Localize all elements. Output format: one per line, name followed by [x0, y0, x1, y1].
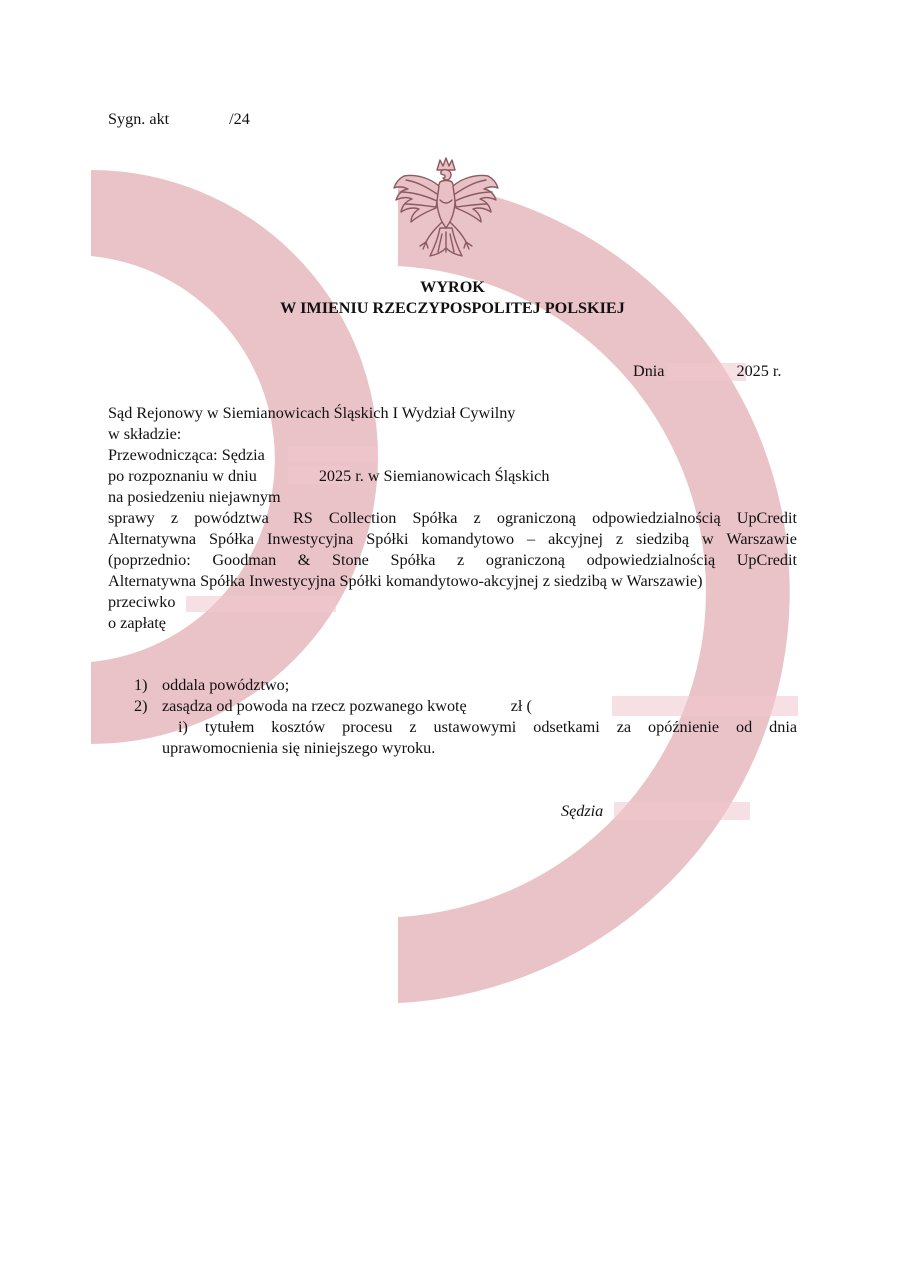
case-line-1-b: RS Collection Spółka z ograniczoną odpowiedzialnością UpCredit	[292, 509, 798, 527]
document-title: WYROK	[420, 278, 485, 296]
ruling-line-1-a: zasądza od powoda na rzecz pozwanego kwotę	[162, 697, 467, 715]
case-reference	[108, 109, 250, 129]
judge-signature: Sędzia	[561, 802, 604, 820]
ruling-line-2-a: i)	[178, 718, 188, 736]
ruling-number: 1)	[134, 676, 148, 694]
against-label: przeciwko	[108, 593, 176, 611]
date-prefix: Dnia	[633, 362, 665, 380]
ruling-item-2	[134, 696, 797, 759]
case-reference-prefix: Sygn. akt	[108, 110, 170, 128]
case-reference-suffix: /24	[229, 110, 250, 128]
polish-eagle-emblem-icon	[390, 156, 502, 266]
case-subject: o zapłatę	[108, 614, 166, 632]
rulings-list	[134, 675, 797, 759]
document-subtitle: W IMIENIU RZECZYPOSPOLITEJ POLSKIEJ	[280, 299, 625, 317]
case-line-3: (poprzednio: Goodman & Stone Spółka z ograniczoną odpowiedzialnością UpCredit	[108, 551, 797, 569]
session-type: na posiedzeniu niejawnym	[108, 488, 281, 506]
court-name: Sąd Rejonowy w Siemianowicach Śląskich I Wydział Cywilny	[108, 404, 516, 422]
ruling-line-1	[162, 696, 797, 717]
judgment-body	[108, 403, 797, 634]
date-line	[633, 361, 781, 381]
case-line-4: Alternatywna Spółka Inwestycyjna Spółki komandytowo-akcyjnej z siedzibą w Warszawie)	[108, 572, 703, 590]
ruling-line-2-b: tytułem kosztów procesu z ustawowymi odsetkami za opóźnienie od dnia	[204, 718, 797, 736]
composition-label: w składzie:	[108, 425, 182, 443]
presiding-judge: Przewodnicząca: Sędzia	[108, 446, 265, 464]
hearing-prefix: po rozpoznaniu w dniu	[108, 467, 257, 485]
hearing-line	[108, 466, 797, 487]
ruling-line-2	[162, 717, 797, 738]
ruling-item-1	[134, 675, 797, 696]
ruling-text: oddala powództwo;	[162, 676, 290, 694]
ruling-number: 2)	[134, 697, 148, 715]
case-line-1	[108, 508, 797, 529]
ruling-line-3: uprawomocnienia się niniejszego wyroku.	[162, 739, 436, 757]
case-line-2: Alternatywna Spółka Inwestycyjna Spółki komandytowo – akcyjnej z siedzibą w Warszawie	[108, 530, 797, 548]
hearing-suffix: 2025 r. w Siemianowicach Śląskich	[318, 467, 550, 485]
date-suffix: 2025 r.	[736, 362, 782, 380]
case-line-1-a: sprawy z powództwa	[108, 509, 269, 527]
ruling-line-1-b: zł (	[510, 697, 532, 715]
